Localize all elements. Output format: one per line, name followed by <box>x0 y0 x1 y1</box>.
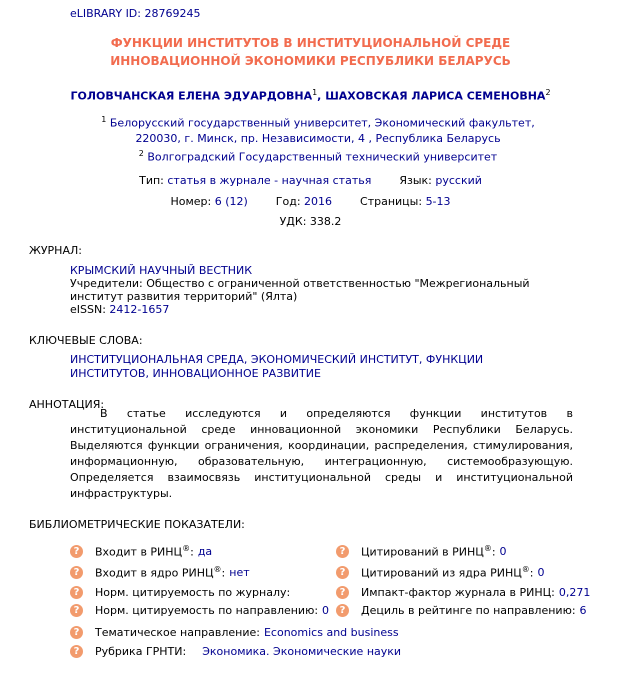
keywords-heading: КЛЮЧЕВЫЕ СЛОВА: <box>29 334 143 347</box>
title-line-1: ФУНКЦИИ ИНСТИТУТОВ В ИНСТИТУЦИОНАЛЬНОЙ СРЕДЕ <box>110 36 511 50</box>
help-icon[interactable]: ? <box>70 645 83 658</box>
metric-value: 0 <box>537 565 545 579</box>
type-label: Тип: <box>139 174 164 187</box>
eissn-label: eISSN: <box>70 303 106 316</box>
journal-founder: Учредители: Общество с ограниченной ответственностью "Межрегиональный институт развития территорий" (Ялта) <box>70 277 530 303</box>
metric-citations-core <box>336 565 545 580</box>
eissn-value: 2412-1657 <box>109 303 170 316</box>
affiliation-num-2: 2 <box>138 148 144 158</box>
metric-value: 0,271 <box>558 586 591 599</box>
help-icon[interactable]: ? <box>336 604 349 617</box>
metric-in-rinc <box>70 544 212 559</box>
year-value: 2016 <box>304 195 333 208</box>
meta-row-type <box>0 174 621 187</box>
meta-row-udk <box>0 215 621 228</box>
help-icon[interactable]: ? <box>70 586 83 599</box>
meta-row-number <box>0 195 621 208</box>
affiliation-num-1: 1 <box>101 115 107 124</box>
number-value[interactable]: 6 (12) <box>214 195 248 208</box>
metric-label: Входит в РИНЦ®: <box>95 544 194 559</box>
metric-label: Норм. цитируемость по журналу: <box>95 586 291 599</box>
affiliation-2 <box>78 146 558 165</box>
affiliation-1 <box>78 112 558 146</box>
udk-label: УДК: <box>279 215 307 228</box>
year-label: Год: <box>275 195 301 208</box>
metric-value-link[interactable]: Экономика. Экономические науки <box>202 645 402 658</box>
elibrary-id: eLIBRARY ID: 28769245 <box>70 7 201 20</box>
metric-label: Тематическое направление: <box>95 626 260 639</box>
help-icon[interactable]: ? <box>70 626 83 639</box>
title-line-2: ИННОВАЦИОННОЙ ЭКОНОМИКИ РЕСПУБЛИКИ БЕЛАРУСЬ <box>110 54 511 68</box>
biblio-heading: БИБЛИОМЕТРИЧЕСКИЕ ПОКАЗАТЕЛИ: <box>29 518 245 531</box>
metric-in-rinc-core <box>70 565 250 580</box>
help-icon[interactable]: ? <box>70 604 83 617</box>
authors: ГОЛОВЧАНСКАЯ ЕЛЕНА ЭДУАРДОВНА$^1$, ШАХОВСКАЯ ЛАРИСА СЕМЕНОВНА$^2$ <box>70 88 551 103</box>
article-title <box>0 34 621 70</box>
type-value: статья в журнале - научная статья <box>167 174 372 187</box>
affiliation-link-1[interactable]: Белорусский государственный университет, Экономический факультет, 220030, г. Минск, пр. Независимости, 4 , Республика Беларусь <box>109 116 535 145</box>
lang-value: русский <box>435 174 482 187</box>
annotation-heading: АННОТАЦИЯ: <box>29 398 105 411</box>
journal-block <box>70 264 570 316</box>
metric-decile <box>336 604 587 617</box>
author-sup-2: 2 <box>545 88 551 97</box>
number-label: Номер: <box>170 195 212 208</box>
metric-label: Дециль в рейтинге по направлению: <box>361 604 576 617</box>
help-icon[interactable]: ? <box>70 566 83 579</box>
metric-label: Входит в ядро РИНЦ®: <box>95 565 226 580</box>
author-link-1[interactable]: ГОЛОВЧАНСКАЯ ЕЛЕНА ЭДУАРДОВНА <box>70 89 313 103</box>
metric-label: Рубрика ГРНТИ: <box>95 645 187 658</box>
pages-label: Страницы: <box>360 195 423 208</box>
metric-value-link[interactable]: Economics and business <box>263 626 399 639</box>
help-icon[interactable]: ? <box>336 545 349 558</box>
annotation-text: В статье исследуются и определяются функции институтов в институциональной среде инновационной экономики Республики Беларусь. Выделяются функции ограничения, координации, распределения, стимулирования, информационную, образовательную, интеграционную, системообразующую. Определяется взаимосвязь институциональной среды и институциональной инфраструктуры. <box>70 407 573 500</box>
metric-value: да <box>197 544 213 558</box>
metric-thematic-direction <box>70 626 399 639</box>
metric-citations-rinc <box>336 544 507 559</box>
affiliations <box>78 112 558 164</box>
metric-value: нет <box>229 565 250 579</box>
metric-norm-citation-journal <box>70 586 294 599</box>
lang-label: Язык: <box>399 174 432 187</box>
affiliation-link-2[interactable]: Волгоградский Государственный технический университет <box>147 150 498 164</box>
help-icon[interactable]: ? <box>336 586 349 599</box>
metric-label: Импакт-фактор журнала в РИНЦ: <box>361 586 555 599</box>
author-sup-1: 1 <box>312 88 318 97</box>
metric-impact-factor <box>336 586 590 599</box>
journal-heading: ЖУРНАЛ: <box>29 244 82 257</box>
pages-value: 5-13 <box>425 195 451 208</box>
metric-value: 6 <box>579 604 587 617</box>
help-icon[interactable]: ? <box>70 545 83 558</box>
keywords-links[interactable]: ИНСТИТУЦИОНАЛЬНАЯ СРЕДА, ЭКОНОМИЧЕСКИЙ ИНСТИТУТ, ФУНКЦИИ ИНСТИТУТОВ, ИННОВАЦИОННОЕ РАЗВИТИЕ <box>70 353 484 380</box>
metric-value: 0 <box>322 604 330 617</box>
metric-grnti <box>70 645 401 658</box>
metric-label: Норм. цитируемость по направлению: <box>95 604 319 617</box>
journal-eissn <box>70 303 570 316</box>
author-link-2[interactable]: ШАХОВСКАЯ ЛАРИСА СЕМЕНОВНА <box>325 89 546 103</box>
metric-label: Цитирований в РИНЦ®: <box>361 544 496 559</box>
metric-value: 0 <box>499 544 507 558</box>
metric-label: Цитирований из ядра РИНЦ®: <box>361 565 534 580</box>
journal-name-link[interactable]: КРЫМСКИЙ НАУЧНЫЙ ВЕСТНИК <box>70 264 253 277</box>
udk-value: 338.2 <box>309 215 342 228</box>
help-icon[interactable]: ? <box>336 566 349 579</box>
metric-norm-citation-direction <box>70 604 329 617</box>
